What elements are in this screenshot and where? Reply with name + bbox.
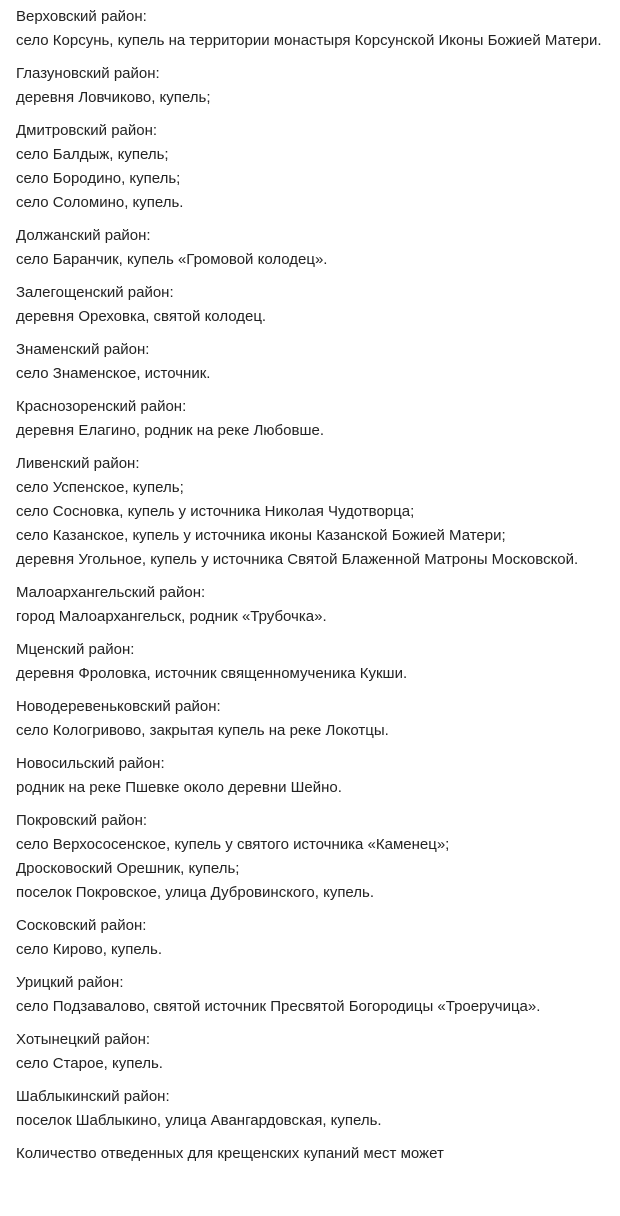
district-section	[16, 914, 604, 962]
district-section	[16, 1085, 604, 1133]
location-line: поселок Шаблыкино, улица Авангардовская, купель.	[16, 1112, 382, 1129]
location-line: село Кирово, купель.	[16, 941, 162, 958]
location-line: поселок Покровское, улица Дубровинского, купель.	[16, 884, 375, 901]
district-name: Залегощенский район:	[16, 284, 174, 301]
location-line: деревня Ореховка, святой колодец.	[16, 308, 267, 325]
district-section	[16, 395, 604, 443]
location-line: село Сосновка, купель у источника Николая Чудотворца;	[16, 503, 415, 520]
location-line: деревня Ловчиково, купель;	[16, 89, 211, 106]
district-name: Сосковский район:	[16, 917, 147, 934]
district-name: Дмитровский район:	[16, 122, 158, 139]
location-line: село Подзавалово, святой источник Пресвятой Богородицы «Троеручица».	[16, 998, 541, 1015]
location-line: родник на реке Пшевке около деревни Шейно.	[16, 779, 342, 796]
district-section	[16, 5, 604, 53]
district-section	[16, 62, 604, 110]
footer-paragraph	[16, 1142, 604, 1166]
district-name: Ливенский район:	[16, 455, 140, 472]
district-name: Хотынецкий район:	[16, 1031, 151, 1048]
district-section	[16, 809, 604, 905]
location-line: деревня Фроловка, источник священномученика Кукши.	[16, 665, 408, 682]
district-name: Малоархангельский район:	[16, 584, 206, 601]
district-section	[16, 452, 604, 572]
district-name: Урицкий район:	[16, 974, 124, 991]
district-name: Новодеревеньковский район:	[16, 698, 221, 715]
district-section	[16, 971, 604, 1019]
district-section	[16, 752, 604, 800]
location-line: город Малоархангельск, родник «Трубочка».	[16, 608, 327, 625]
district-name: Мценский район:	[16, 641, 135, 658]
location-line: деревня Елагино, родник на реке Любовше.	[16, 422, 324, 439]
location-line: село Баранчик, купель «Громовой колодец».	[16, 251, 328, 268]
district-section	[16, 119, 604, 215]
district-section	[16, 638, 604, 686]
district-name: Краснозоренский район:	[16, 398, 187, 415]
location-line: село Бородино, купель;	[16, 170, 181, 187]
district-section	[16, 338, 604, 386]
location-line: село Кологривово, закрытая купель на реке Локотцы.	[16, 722, 389, 739]
district-name: Должанский район:	[16, 227, 151, 244]
district-section	[16, 224, 604, 272]
district-name: Глазуновский район:	[16, 65, 160, 82]
location-line: село Казанское, купель у источника иконы Казанской Божией Матери;	[16, 527, 506, 544]
district-section	[16, 281, 604, 329]
district-name: Верховский район:	[16, 8, 147, 25]
location-line: село Соломино, купель.	[16, 194, 184, 211]
location-line: село Успенское, купель;	[16, 479, 184, 496]
location-line: село Балдыж, купель;	[16, 146, 169, 163]
location-line: село Верхососенское, купель у святого источника «Каменец»;	[16, 836, 450, 853]
district-section	[16, 695, 604, 743]
district-name: Шаблыкинский район:	[16, 1088, 170, 1105]
location-line: село Корсунь, купель на территории монастыря Корсунской Иконы Божией Матери.	[16, 32, 602, 49]
location-line: село Старое, купель.	[16, 1055, 163, 1072]
location-line: Дросковоский Орешник, купель;	[16, 860, 240, 877]
district-name: Знаменский район:	[16, 341, 150, 358]
district-section	[16, 1028, 604, 1076]
location-line: деревня Угольное, купель у источника Святой Блаженной Матроны Московской.	[16, 551, 579, 568]
district-name: Новосильский район:	[16, 755, 165, 772]
district-section	[16, 581, 604, 629]
location-line: село Знаменское, источник.	[16, 365, 211, 382]
district-name: Покровский район:	[16, 812, 148, 829]
footer-text: Количество отведенных для крещенских купаний мест может	[16, 1145, 444, 1162]
